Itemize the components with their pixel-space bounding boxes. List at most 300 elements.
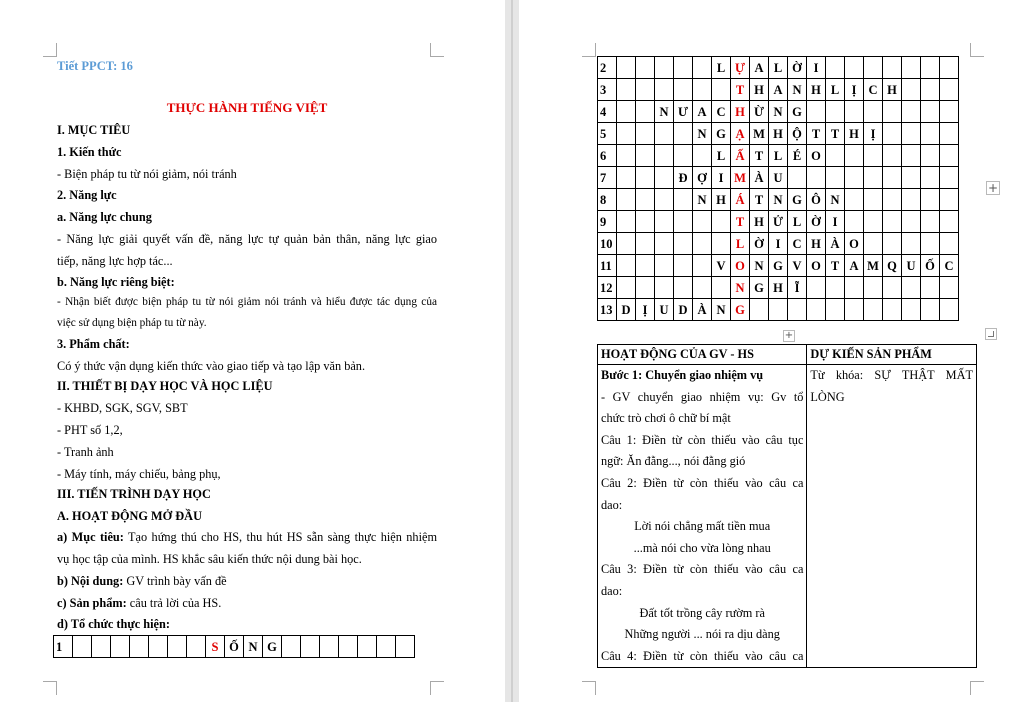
crossword-cell — [636, 255, 655, 277]
crossword-cell — [712, 79, 731, 101]
crossword-row-number: 7 — [598, 167, 617, 189]
margin-corner-top-left-2 — [582, 43, 596, 57]
crossword-cell — [693, 255, 712, 277]
margin-corner-top-right — [430, 43, 444, 57]
heading-quality: 3. Phẩm chất: — [57, 337, 130, 351]
crossword-cell: I — [826, 211, 845, 233]
crossword-cell: G — [263, 636, 282, 658]
crossword-cell — [750, 299, 769, 321]
crossword-row — [598, 167, 959, 189]
crossword-cell: D — [617, 299, 636, 321]
crossword-cell: H — [845, 123, 864, 145]
crossword-cell: Ấ — [731, 145, 750, 167]
crossword-cell: H — [750, 211, 769, 233]
crossword-cell: Ộ — [788, 123, 807, 145]
crossword-cell: T — [731, 79, 750, 101]
crossword-cell — [636, 145, 655, 167]
crossword-row-number: 6 — [598, 145, 617, 167]
crossword-cell — [693, 57, 712, 79]
crossword-cell — [921, 79, 940, 101]
crossword-cell — [940, 57, 959, 79]
crossword-row — [598, 189, 959, 211]
organization-line: d) Tổ chức thực hiện: — [57, 617, 170, 631]
heading-process: III. TIẾN TRÌNH DẠY HỌC — [57, 487, 211, 501]
crossword-cell — [636, 79, 655, 101]
crossword-cell — [845, 189, 864, 211]
crossword-cell: Ư — [674, 101, 693, 123]
crossword-cell: I — [712, 167, 731, 189]
crossword-cell: Ử — [769, 211, 788, 233]
crossword-cell: N — [693, 189, 712, 211]
crossword-cell — [674, 189, 693, 211]
page-title: THỰC HÀNH TIẾNG VIỆT — [166, 100, 328, 115]
crossword-cell: A — [769, 79, 788, 101]
keyword-line-2: LÒNG — [810, 389, 845, 404]
crossword-cell: L — [712, 145, 731, 167]
crossword-cell — [902, 299, 921, 321]
crossword-cell — [655, 123, 674, 145]
crossword-cell — [940, 299, 959, 321]
crossword-cell — [902, 189, 921, 211]
crossword-cell — [807, 299, 826, 321]
crossword-cell — [674, 57, 693, 79]
crossword-cell — [617, 211, 636, 233]
crossword-cell — [864, 233, 883, 255]
heading-competence: 2. Năng lực — [57, 188, 117, 202]
crossword-cell — [187, 636, 206, 658]
crossword-cell — [902, 123, 921, 145]
margin-corner-bottom-right — [430, 681, 444, 695]
crossword-cell: N — [769, 101, 788, 123]
crossword-cell: À — [750, 167, 769, 189]
activity-teacher-cell[interactable] — [598, 365, 807, 668]
crossword-cell: N — [826, 189, 845, 211]
heading-knowledge: 1. Kiến thức — [57, 145, 122, 159]
crossword-cell: Ờ — [750, 233, 769, 255]
equipment-item-4: - Máy tính, máy chiếu, bảng phụ, — [57, 467, 221, 481]
crossword-cell — [902, 145, 921, 167]
crossword-cell — [674, 255, 693, 277]
crossword-cell: Ố — [921, 255, 940, 277]
crossword-cell: H — [769, 277, 788, 299]
crossword-cell — [712, 211, 731, 233]
crossword-cell: L — [712, 57, 731, 79]
crossword-cell: Ô — [807, 189, 826, 211]
task-line-1: - GV chuyển giao nhiệm vụ: Gv tổ — [601, 389, 804, 404]
crossword-cell — [636, 211, 655, 233]
crossword-cell: A — [845, 255, 864, 277]
crossword-cell — [845, 167, 864, 189]
margin-corner-bottom-left — [43, 681, 57, 695]
crossword-cell: O — [807, 255, 826, 277]
crossword-cell: Q — [883, 255, 902, 277]
crossword-cell — [845, 277, 864, 299]
crossword-cell — [693, 145, 712, 167]
crossword-cell: L — [788, 211, 807, 233]
lesson-number: Tiết PPCT: 16 — [57, 59, 133, 73]
crossword-table-part-2[interactable] — [597, 56, 959, 321]
crossword-cell — [636, 189, 655, 211]
activity-header-product: DỰ KIẾN SẢN PHẨM — [807, 345, 977, 365]
heading-general-competence: a. Năng lực chung — [57, 210, 152, 224]
crossword-cell — [940, 101, 959, 123]
crossword-cell — [940, 79, 959, 101]
task-line-2: chức trò chơi ô chữ bí mật — [601, 411, 731, 426]
crossword-cell — [807, 277, 826, 299]
crossword-cell: T — [826, 123, 845, 145]
crossword-cell — [674, 145, 693, 167]
crossword-cell: H — [883, 79, 902, 101]
general-competence-text-2: tiếp, năng lực hợp tác... — [57, 254, 173, 268]
equipment-item-3: - Tranh ảnh — [57, 445, 114, 459]
specific-competence-text-2: việc sử dụng biện pháp tu từ này. — [57, 317, 207, 329]
crossword-row — [598, 57, 959, 79]
crossword-cell — [617, 233, 636, 255]
crossword-cell: G — [788, 189, 807, 211]
crossword-cell — [864, 57, 883, 79]
question-2-verse-1: Lời nói chẳng mất tiền mua — [634, 519, 771, 534]
margin-corner-top-right-2 — [970, 43, 984, 57]
crossword-cell: À — [826, 233, 845, 255]
crossword-cell: C — [788, 233, 807, 255]
crossword-cell: C — [864, 79, 883, 101]
crossword-cell: I — [769, 233, 788, 255]
crossword-cell: U — [769, 167, 788, 189]
crossword-cell: Ừ — [750, 101, 769, 123]
step-1-heading: Bước 1: Chuyển giao nhiệm vụ — [601, 368, 764, 382]
crossword-cell — [940, 123, 959, 145]
crossword-cell — [864, 211, 883, 233]
crossword-cell — [674, 233, 693, 255]
crossword-cell — [864, 299, 883, 321]
crossword-cell: T — [826, 255, 845, 277]
crossword-cell — [636, 123, 655, 145]
crossword-cell: H — [731, 101, 750, 123]
question-1-line-1: Câu 1: Điền từ còn thiếu vào câu tục — [601, 432, 804, 447]
crossword-cell — [864, 167, 883, 189]
crossword-cell: I — [807, 57, 826, 79]
crossword-row-number: 2 — [598, 57, 617, 79]
crossword-cell — [674, 79, 693, 101]
crossword-cell — [883, 145, 902, 167]
crossword-cell — [655, 79, 674, 101]
crossword-cell — [693, 233, 712, 255]
crossword-cell — [826, 57, 845, 79]
margin-corner-top-left — [43, 43, 57, 57]
crossword-cell: G — [788, 101, 807, 123]
crossword-cell: U — [655, 299, 674, 321]
crossword-cell: G — [750, 277, 769, 299]
crossword-cell: Ố — [225, 636, 244, 658]
crossword-cell: H — [750, 79, 769, 101]
crossword-row — [598, 101, 959, 123]
crossword-cell — [883, 57, 902, 79]
activity-product-cell[interactable] — [807, 365, 977, 668]
crossword-cell — [845, 57, 864, 79]
crossword-cell: G — [712, 123, 731, 145]
crossword-cell — [320, 636, 339, 658]
crossword-cell — [396, 636, 415, 658]
question-2-line-1: Câu 2: Điền từ còn thiếu vào câu ca — [601, 475, 804, 490]
crossword-cell — [845, 299, 864, 321]
crossword-cell — [655, 167, 674, 189]
crossword-cell — [807, 167, 826, 189]
crossword-cell — [674, 211, 693, 233]
crossword-cell — [73, 636, 92, 658]
crossword-cell: V — [712, 255, 731, 277]
crossword-cell: Ị — [864, 123, 883, 145]
crossword-cell: Á — [731, 189, 750, 211]
crossword-cell — [864, 145, 883, 167]
crossword-cell — [807, 101, 826, 123]
specific-competence-text-1: - Nhận biết được biện pháp tu từ nói giảm nói tránh và hiểu được tác dụng của — [57, 296, 437, 308]
crossword-cell — [902, 101, 921, 123]
table-add-row-icon[interactable]: + — [784, 330, 794, 341]
crossword-cell — [940, 233, 959, 255]
question-3-verse-1: Đất tốt trồng cây rườm rà — [639, 605, 765, 620]
crossword-cell — [883, 299, 902, 321]
crossword-cell: N — [731, 277, 750, 299]
crossword-cell — [617, 123, 636, 145]
crossword-cell — [921, 299, 940, 321]
crossword-cell — [636, 167, 655, 189]
crossword-cell — [883, 101, 902, 123]
crossword-table-part-1[interactable] — [53, 635, 415, 658]
document-page-1 — [0, 0, 505, 702]
page-gap-divider — [505, 0, 519, 702]
crossword-cell — [617, 101, 636, 123]
crossword-cell: N — [750, 255, 769, 277]
crossword-cell — [358, 636, 377, 658]
document-page-2 — [519, 0, 1034, 702]
crossword-cell: A — [693, 101, 712, 123]
crossword-cell — [921, 167, 940, 189]
crossword-cell — [769, 299, 788, 321]
crossword-cell — [902, 79, 921, 101]
crossword-cell — [883, 167, 902, 189]
crossword-cell — [674, 277, 693, 299]
crossword-cell — [902, 211, 921, 233]
crossword-cell — [826, 145, 845, 167]
heading-opening-activity: A. HOẠT ĐỘNG MỞ ĐẦU — [57, 509, 202, 523]
crossword-cell: N — [244, 636, 263, 658]
content-line: b) Nội dung: GV trình bày vấn đề — [57, 574, 227, 588]
crossword-cell — [940, 277, 959, 299]
crossword-cell — [864, 101, 883, 123]
crossword-cell — [655, 255, 674, 277]
crossword-cell: A — [750, 57, 769, 79]
crossword-cell: É — [788, 145, 807, 167]
margin-corner-bottom-right-2 — [970, 681, 984, 695]
crossword-cell: G — [769, 255, 788, 277]
crossword-cell: L — [731, 233, 750, 255]
table-add-column-icon[interactable]: + — [987, 181, 999, 195]
question-4-line-1: Câu 4: Điền từ còn thiếu vào câu ca — [601, 648, 804, 663]
crossword-row — [598, 123, 959, 145]
crossword-cell — [655, 277, 674, 299]
crossword-cell: N — [769, 189, 788, 211]
crossword-row-number: 1 — [54, 636, 73, 658]
crossword-cell — [617, 167, 636, 189]
crossword-cell — [655, 233, 674, 255]
crossword-row — [598, 79, 959, 101]
question-3-verse-2: Những người ... nói ra dịu dàng — [624, 627, 780, 642]
crossword-cell — [282, 636, 301, 658]
crossword-cell: C — [940, 255, 959, 277]
crossword-cell: N — [655, 101, 674, 123]
crossword-cell: M — [731, 167, 750, 189]
crossword-cell — [339, 636, 358, 658]
crossword-row-number: 11 — [598, 255, 617, 277]
crossword-cell — [655, 145, 674, 167]
crossword-cell — [864, 189, 883, 211]
crossword-cell: L — [769, 145, 788, 167]
knowledge-text: - Biện pháp tu từ nói giảm, nói tránh — [57, 167, 237, 181]
crossword-cell — [826, 299, 845, 321]
crossword-cell: T — [750, 145, 769, 167]
crossword-cell — [655, 189, 674, 211]
crossword-cell — [921, 211, 940, 233]
crossword-cell — [617, 79, 636, 101]
crossword-cell: Ị — [845, 79, 864, 101]
crossword-cell — [617, 255, 636, 277]
crossword-cell — [883, 123, 902, 145]
crossword-row — [54, 636, 415, 658]
crossword-cell — [693, 211, 712, 233]
crossword-cell — [883, 211, 902, 233]
crossword-row — [598, 145, 959, 167]
question-2-verse-2: ...mà nói cho vừa lòng nhau — [633, 540, 771, 555]
crossword-cell: M — [750, 123, 769, 145]
crossword-cell — [788, 299, 807, 321]
crossword-cell: H — [712, 189, 731, 211]
crossword-cell — [845, 101, 864, 123]
quality-text: Có ý thức vận dụng kiến thức vào giao tiếp và tạo lập văn bản. — [57, 359, 366, 373]
crossword-cell: Ự — [731, 57, 750, 79]
crossword-cell — [617, 145, 636, 167]
crossword-cell — [940, 211, 959, 233]
aim-line-1: a) Mục tiêu: Tạo hứng thú cho HS, thu hút HS sẵn sàng thực hiện nhiệm — [57, 530, 438, 544]
keyword-line-1: Từ khóa: SỰ THẬT MẤT — [810, 368, 973, 382]
crossword-cell: S — [206, 636, 225, 658]
crossword-cell — [826, 277, 845, 299]
crossword-cell: C — [712, 101, 731, 123]
question-3-line-2: dao: — [601, 583, 623, 598]
crossword-cell — [902, 57, 921, 79]
margin-corner-bottom-left-2 — [582, 681, 596, 695]
crossword-cell — [92, 636, 111, 658]
crossword-cell: L — [769, 57, 788, 79]
crossword-cell — [864, 277, 883, 299]
crossword-cell — [655, 57, 674, 79]
crossword-cell — [301, 636, 320, 658]
crossword-cell: G — [731, 299, 750, 321]
crossword-cell — [902, 233, 921, 255]
crossword-cell — [845, 145, 864, 167]
crossword-cell — [921, 123, 940, 145]
crossword-cell: O — [845, 233, 864, 255]
crossword-cell — [921, 145, 940, 167]
crossword-cell: T — [731, 211, 750, 233]
crossword-cell: Ĩ — [788, 277, 807, 299]
crossword-row — [598, 277, 959, 299]
crossword-cell — [883, 277, 902, 299]
crossword-cell: H — [769, 123, 788, 145]
question-1-line-2: ngữ: Ăn đằng..., nói đằng gió — [601, 454, 746, 469]
table-resize-handle-icon[interactable] — [985, 328, 997, 340]
crossword-cell: H — [807, 233, 826, 255]
crossword-cell — [902, 277, 921, 299]
crossword-cell: L — [826, 79, 845, 101]
crossword-cell — [712, 277, 731, 299]
crossword-cell — [149, 636, 168, 658]
crossword-cell: V — [788, 255, 807, 277]
crossword-cell: N — [693, 123, 712, 145]
crossword-cell: Ợ — [693, 167, 712, 189]
crossword-cell: Đ — [674, 167, 693, 189]
crossword-cell — [168, 636, 187, 658]
heading-specific-competence: b. Năng lực riêng biệt: — [57, 275, 175, 289]
crossword-cell — [636, 101, 655, 123]
crossword-cell: Ị — [636, 299, 655, 321]
crossword-cell — [636, 277, 655, 299]
crossword-cell — [377, 636, 396, 658]
crossword-row-number: 3 — [598, 79, 617, 101]
crossword-cell — [883, 189, 902, 211]
crossword-cell — [940, 167, 959, 189]
equipment-item-1: - KHBD, SGK, SGV, SBT — [57, 401, 188, 415]
equipment-item-2: - PHT số 1,2, — [57, 423, 123, 437]
crossword-cell: Ờ — [788, 57, 807, 79]
crossword-cell: U — [902, 255, 921, 277]
product-line: c) Sản phẩm: câu trả lời của HS. — [57, 596, 222, 610]
question-3-line-1: Câu 3: Điền từ còn thiếu vào câu ca — [601, 562, 804, 577]
question-2-line-2: dao: — [601, 497, 623, 512]
crossword-row-number: 4 — [598, 101, 617, 123]
crossword-cell: D — [674, 299, 693, 321]
crossword-cell: H — [807, 79, 826, 101]
crossword-cell: O — [807, 145, 826, 167]
crossword-cell: M — [864, 255, 883, 277]
crossword-row-number: 10 — [598, 233, 617, 255]
crossword-cell: Ạ — [731, 123, 750, 145]
crossword-cell — [940, 145, 959, 167]
crossword-cell — [693, 79, 712, 101]
crossword-cell — [940, 189, 959, 211]
crossword-cell: O — [731, 255, 750, 277]
crossword-cell — [130, 636, 149, 658]
crossword-cell — [617, 189, 636, 211]
activity-header-teacher: HOẠT ĐỘNG CỦA GV - HS — [598, 345, 807, 365]
activity-table[interactable] — [597, 344, 977, 668]
crossword-cell: T — [750, 189, 769, 211]
crossword-row-number: 13 — [598, 299, 617, 321]
crossword-cell — [693, 277, 712, 299]
crossword-cell — [655, 211, 674, 233]
crossword-row-number: 12 — [598, 277, 617, 299]
crossword-cell — [111, 636, 130, 658]
crossword-cell — [921, 233, 940, 255]
crossword-cell — [845, 211, 864, 233]
crossword-cell — [826, 167, 845, 189]
crossword-cell: Ờ — [807, 211, 826, 233]
crossword-row — [598, 299, 959, 321]
heading-equipment: II. THIẾT BỊ DẠY HỌC VÀ HỌC LIỆU — [57, 379, 273, 393]
heading-objectives: I. MỤC TIÊU — [57, 123, 131, 137]
crossword-cell — [921, 101, 940, 123]
crossword-cell — [902, 167, 921, 189]
crossword-row-number: 8 — [598, 189, 617, 211]
